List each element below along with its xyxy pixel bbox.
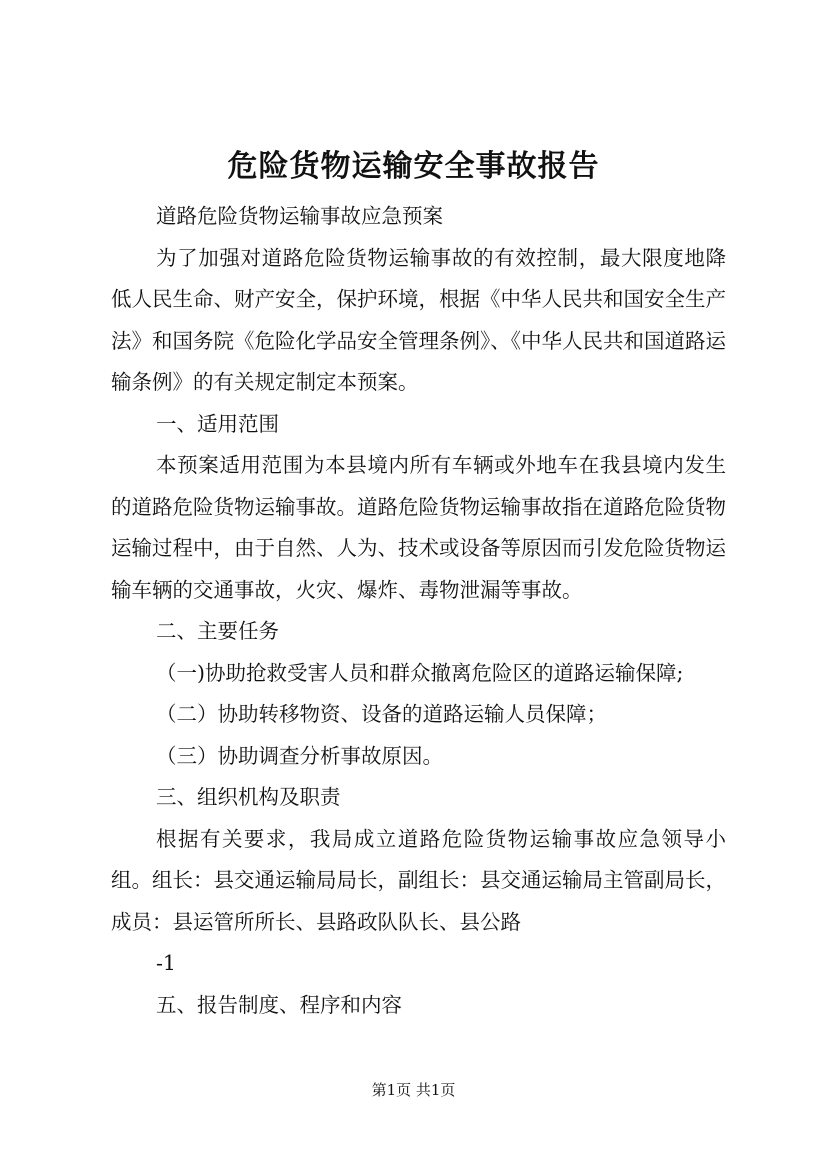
section-heading-reporting: 五、报告制度、程序和内容 [156,992,402,1017]
paragraph-organization: 根据有关要求，我局成立道路危险货物运输事故应急领导小组。组长：县交通运输局局长，副组长：县交通运输局主管副局长，成员：县运管所所长、县路政队队长、县公路 [111,826,726,934]
task-item-2: （二）协助转移物资、设备的道路运输人员保障； [156,702,607,726]
document-body [111,196,726,1026]
task-item-3: （三）协助调查分析事故原因。 [156,743,443,768]
paragraph-scope: 本预案适用范围为本县境内所有车辆或外地车在我县境内发生的道路危险货物运输事故。道路危险货物运输事故指在道路危险货物运输过程中，由于自然、人为、技术或设备等原因而引发危险货物运输车辆的交通事故，火灾、爆炸、毒物泄漏等事故。 [111,453,726,602]
task-item-1: （一)协助抢救受害人员和群众撤离危险区的道路运输保障; [156,660,684,685]
section-heading-tasks: 二、主要任务 [156,619,279,643]
paragraph-subtitle: 道路危险货物运输事故应急预案 [156,204,443,228]
page-footer: 第1页 共1页 [371,1081,456,1099]
section-heading-scope: 一、适用范围 [156,411,279,436]
document-title: 危险货物运输安全事故报告 [227,149,600,184]
page-marker: -1 [156,951,176,975]
paragraph-purpose: 为了加强对道路危险货物运输事故的有效控制，最大限度地降低人民生命、财产安全，保护环境，根据《中华人民共和国安全生产法》和国务院《危险化学品安全管理条例》、《中华人民共和国道路运输条例》的有关规定制定本预案。 [111,245,726,394]
section-heading-organization: 三、组织机构及职责 [156,785,341,809]
